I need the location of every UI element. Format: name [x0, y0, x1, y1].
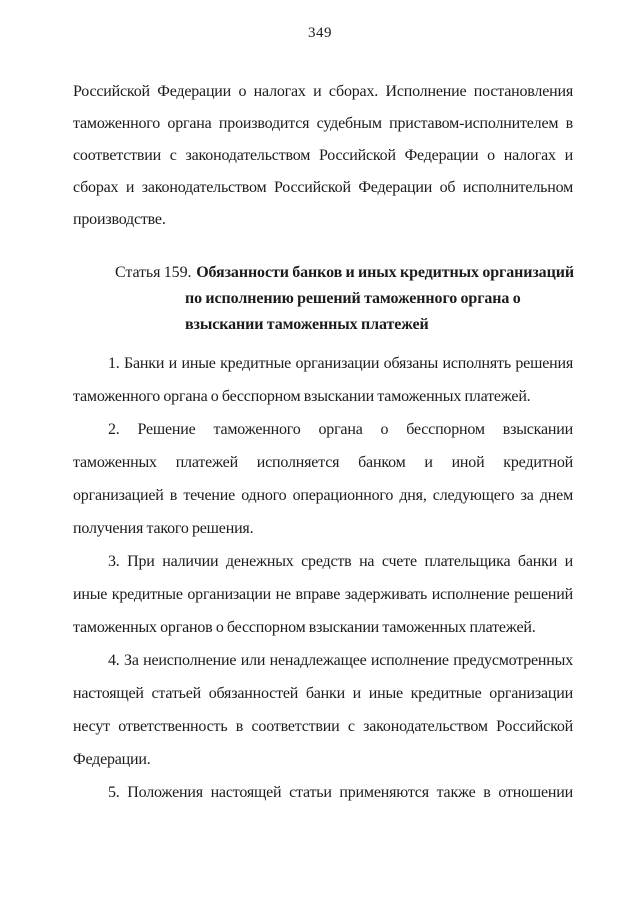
text-line: сборах и законодательством Российской Федерации об исполнительном [73, 179, 573, 196]
article-number: Статья 159. [115, 264, 192, 281]
text-line: 4. За неисполнение или ненадлежащее исполнение предусмотренных [108, 652, 573, 669]
article-title-line: взыскании таможенных платежей [185, 316, 429, 333]
text-line: соответствии с законодательством Российской Федерации о налогах и [73, 147, 573, 164]
article-title-line: Обязанности банков и иных кредитных организаций [196, 264, 574, 281]
article-heading [73, 260, 573, 338]
text-line: таможенных платежей исполняется банком и иной кредитной [73, 454, 573, 471]
text-line: производстве. [73, 211, 166, 228]
text-line: таможенных органов о бесспорном взыскании таможенных платежей. [73, 619, 536, 636]
article-heading-line [73, 260, 573, 286]
paragraph [73, 776, 573, 809]
text-line: несут ответственность в соответствии с законодательством Российской [73, 718, 573, 735]
text-line: иные кредитные организации не вправе задерживать исполнение решений [73, 586, 573, 603]
text-line: настоящей статьей обязанностей банки и иные кредитные организации [73, 685, 573, 702]
paragraph [73, 644, 573, 776]
text-line: 1. Банки и иные кредитные организации обязаны исполнять решения [108, 355, 573, 372]
text-line: получения такого решения. [73, 520, 254, 537]
text-line: 5. Положения настоящей статьи применяются также в отношении [108, 784, 573, 801]
page-number: 349 [308, 25, 332, 41]
text-line: организацией в течение одного операционного дня, следующего за днем [73, 487, 573, 504]
page-content [73, 76, 573, 809]
text-line: 3. При наличии денежных средств на счете плательщика банки и [108, 553, 573, 570]
text-line: таможенного органа производится судебным приставом-исполнителем в [73, 115, 573, 132]
text-line: Российской Федерации о налогах и сборах. Исполнение постановления [73, 83, 573, 100]
paragraphs-container [73, 347, 573, 809]
paragraph [73, 545, 573, 644]
article-title-line: по исполнению решений таможенного органа о [185, 290, 521, 307]
continuation-paragraph [73, 76, 573, 236]
text-line: Федерации. [73, 751, 151, 768]
paragraph [73, 413, 573, 545]
paragraph [73, 347, 573, 413]
text-line: таможенного органа о бесспорном взыскании таможенных платежей. [73, 388, 531, 405]
text-line: 2. Решение таможенного органа о бесспорном взыскании [108, 421, 573, 438]
